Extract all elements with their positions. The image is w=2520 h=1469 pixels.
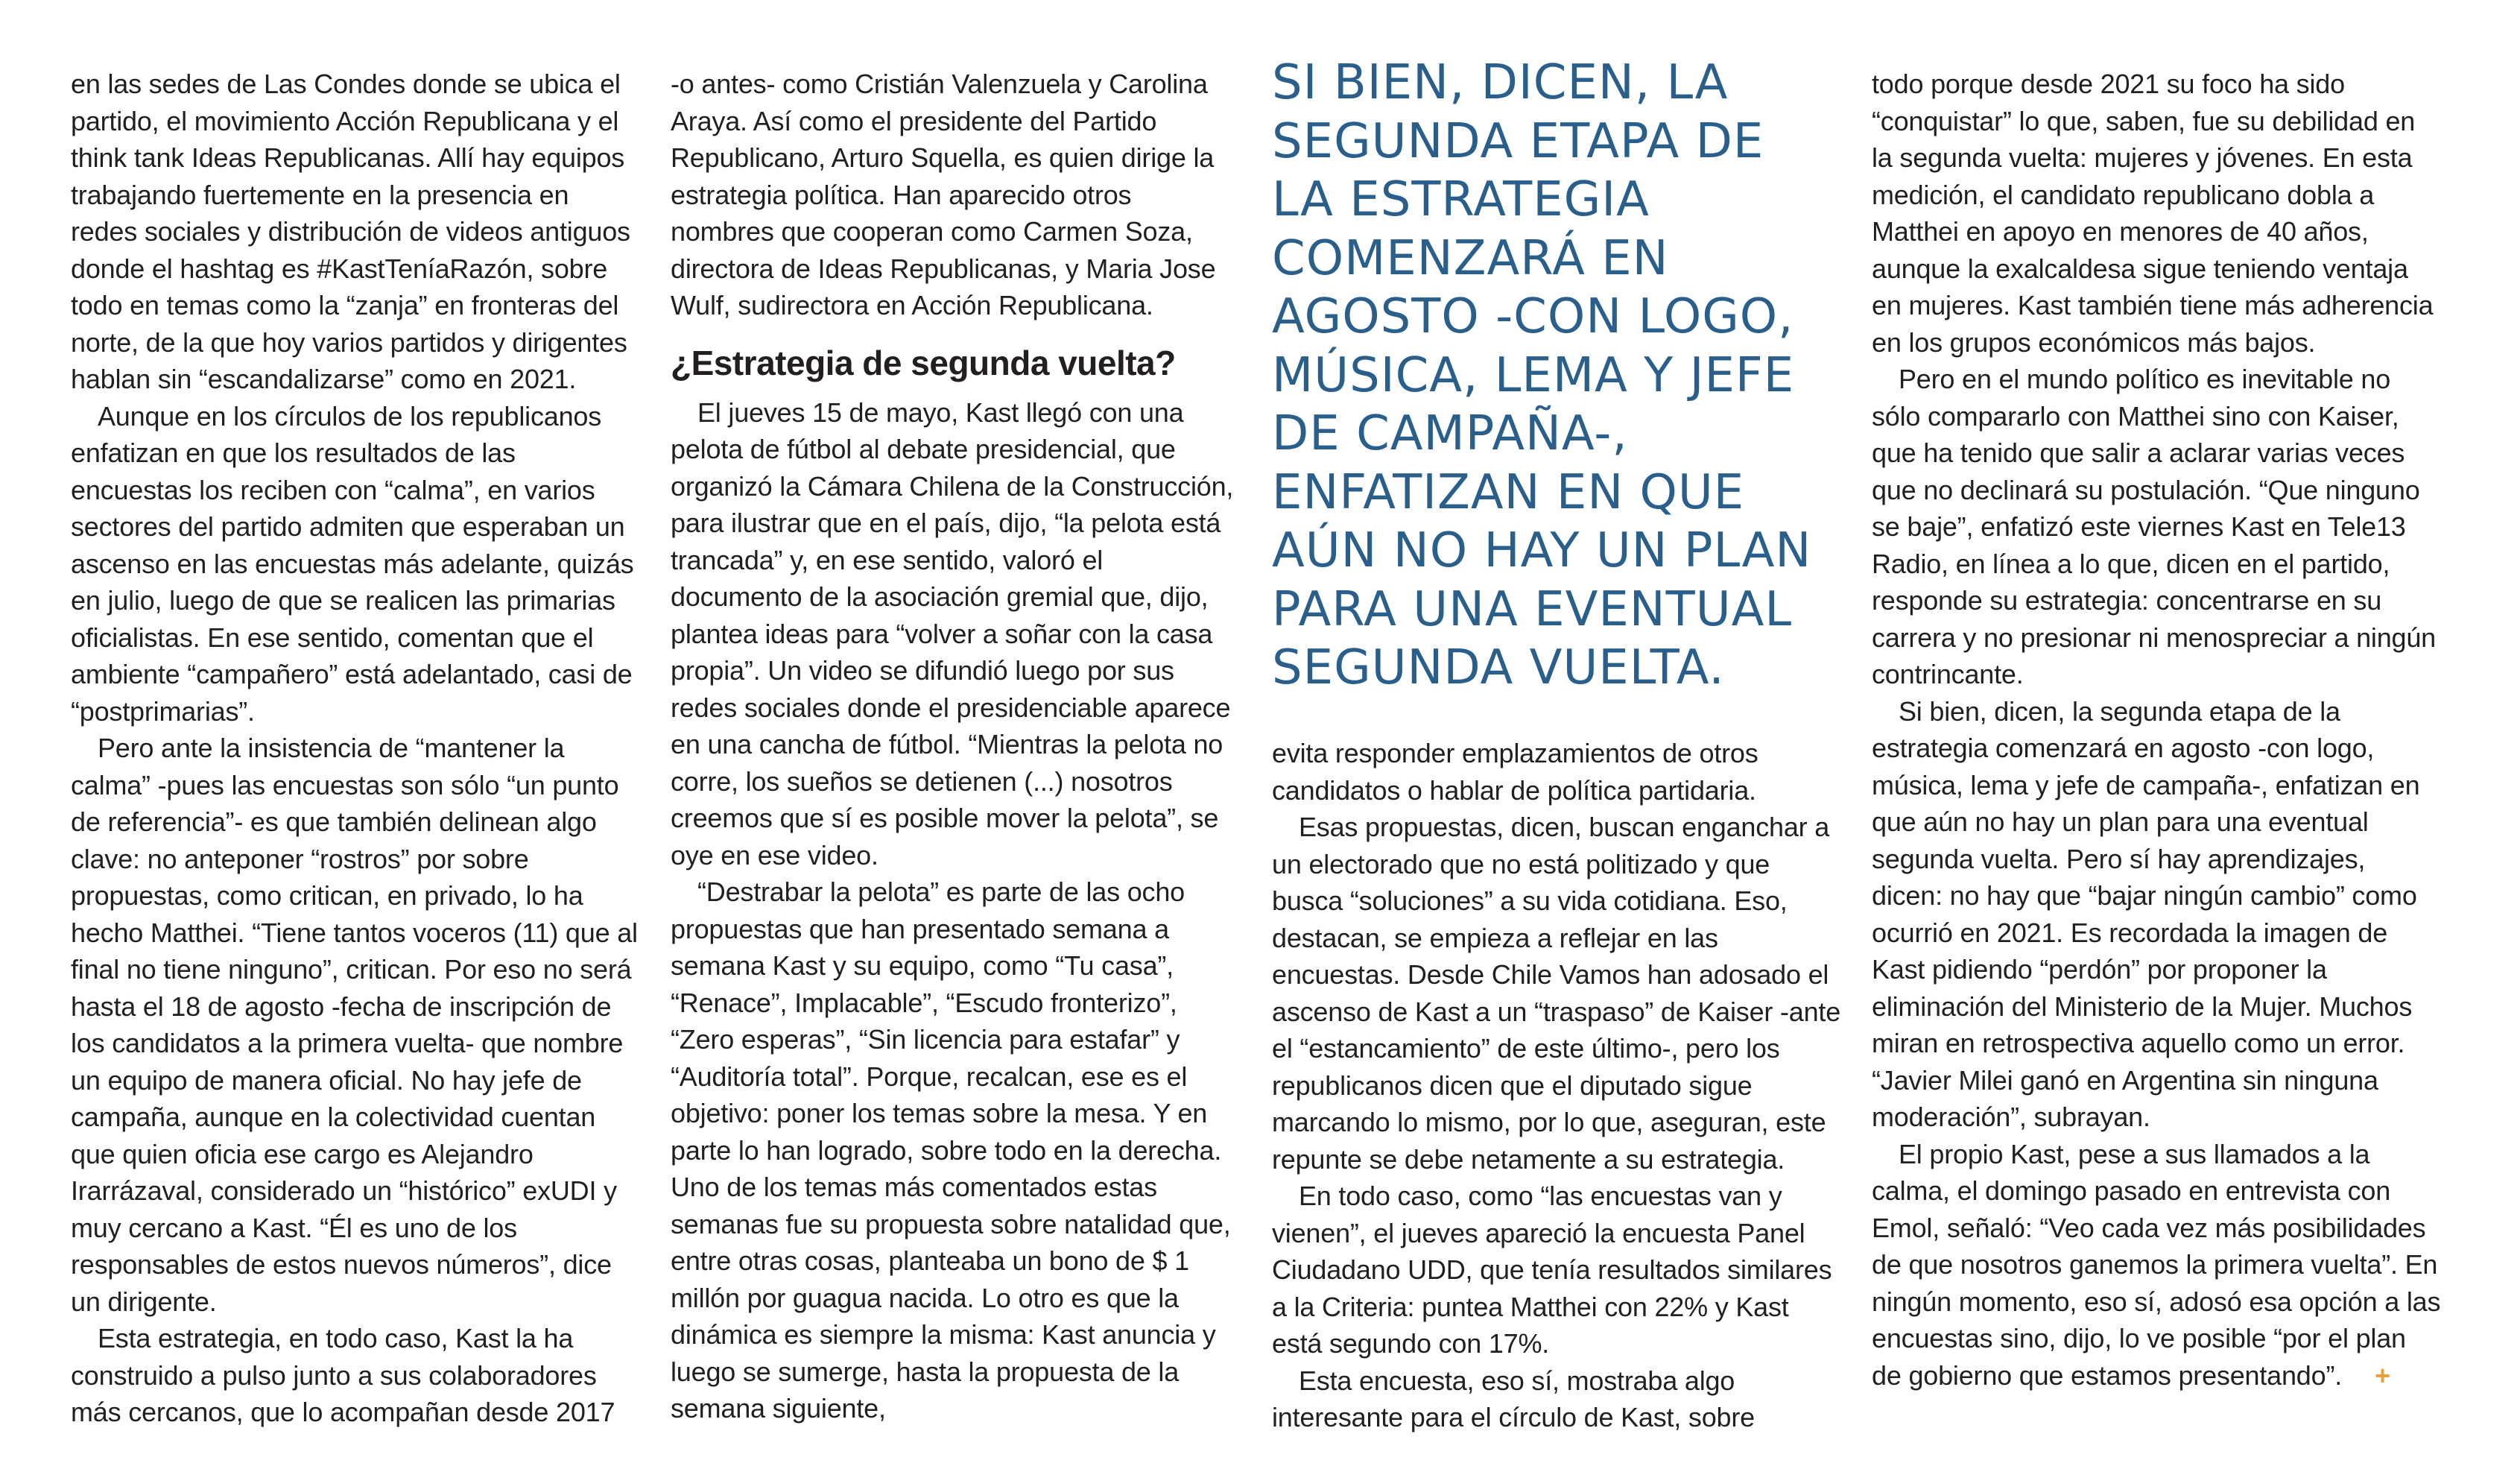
paragraph: Esta encuesta, eso sí, mostraba algo interesante para el círculo de Kast, sobre xyxy=(1272,1365,1755,1432)
paragraph xyxy=(1872,1136,2441,1394)
article-column-1 xyxy=(71,66,640,1431)
end-of-article-icon: + xyxy=(2375,1359,2390,1391)
paragraph: todo porque desde 2021 su foco ha sido “conquistar” lo que, saben, fue su debilidad en la segunda vuelta: mujeres y jóvenes. En esta medición, el candidato republicano dobla a Matthei en apoyo en menores de 40 años, aunque la exalcaldesa sigue teniendo ventaja en mujeres. Kast también tiene más adherencia en los grupos económicos más bajos. xyxy=(1872,69,2434,358)
paragraph: Pero ante la insistencia de “mantener la calma” -pues las encuestas son sólo “un punto de referencia”- es que también delinean algo clave: no anteponer “rostros” por sobre propuestas, como critican, en privado, lo ha hecho Matthei. “Tiene tantos voceros (11) que al final no tiene ninguno”, critican. Por eso no será hasta el 18 de agosto -fecha de inscripción de los candidatos a la primera vuelta- que nombre un equipo de manera oficial. No hay jefe de campaña, aunque en la colectividad cuentan que quien oficia ese cargo es Alejandro Irarrázaval, considerado un “histórico” exUDI y muy cercano a Kast. “Él es uno de los responsables de estos nuevos números”, dice un dirigente. xyxy=(71,733,638,1317)
paragraph: Esas propuestas, dicen, buscan enganchar a un electorado que no está politizado y que busca “soluciones” a su vida cotidiana. Eso, destacan, se empieza a reflejar en las encuestas. Desde Chile Vamos han adosado el ascenso de Kast a un “traspaso” de Kaiser -ante el “estancamiento” de este último-, pero los republicanos dicen que el diputado sigue marcando lo mismo, por lo que, aseguran, este repunte se debe netamente a su estrategia. xyxy=(1272,812,1841,1175)
article-column-3 xyxy=(1272,735,1841,1436)
paragraph: Esta estrategia, en todo caso, Kast la ha construido a pulso junto a sus colaboradores más cercanos, que lo acompañan desde 2017 xyxy=(71,1323,615,1427)
paragraph: En todo caso, como “las encuestas van y vienen”, el jueves apareció la encuesta Panel Ciudadano UDD, que tenía resultados similares a la Criteria: puntea Matthei con 22% y Kast está segundo con 17%. xyxy=(1272,1181,1832,1359)
paragraph: El jueves 15 de mayo, Kast llegó con una pelota de fútbol al debate presidencial, que organizó la Cámara Chilena de la Construcción, para ilustrar que en el país, dijo, “la pelota está trancada” y, en ese sentido, valoró el documento de la asociación gremial que, dijo, plantea ideas para “volver a soñar con la casa propia”. Un video se difundió luego por sus redes sociales donde el presidenciable aparece en una cancha de fútbol. “Mientras la pelota no corre, los sueños se detienen (...) nosotros creemos que sí es posible mover la pelota”, se oye en ese video. xyxy=(671,397,1234,871)
paragraph-text: El propio Kast, pese a sus llamados a la calma, el domingo pasado en entrevista con Emol, señaló: “Veo cada vez más posibilidades de que nosotros ganemos la primera vuelta”. En ningún momento, eso sí, adosó esa opción a las encuestas sino, dijo, lo ve posible “por el plan de gobierno que estamos presentando”. xyxy=(1872,1138,2441,1391)
pull-quote: SI BIEN, DICEN, LA SEGUNDA ETAPA DE LA ESTRATEGIA COMENZARÁ EN AGOSTO -CON LOGO, MÚSICA, LEMA Y JEFE DE CAMPAÑA-, ENFATIZAN EN QUE AÚN NO HAY UN PLAN PARA UNA EVENTUAL SEGUNDA VUELTA. xyxy=(1272,55,1812,695)
paragraph: “Destrabar la pelota” es parte de las ocho propuestas que han presentado semana a semana Kast y su equipo, como “Tu casa”, “Renace”, Implacable”, “Escudo fronterizo”, “Zero esperas”, “Sin licencia para estafar” y “Auditoría total”. Porque, recalcan, ese es el objetivo: poner los temas sobre la mesa. Y en parte lo han logrado, sobre todo en la derecha. Uno de los temas más comentados estas semanas fue su propuesta sobre natalidad que, entre otras cosas, planteaba un bono de $ 1 millón por guagua nacida. Lo otro es que la dinámica es siempre la misma: Kast anuncia y luego se sumerge, hasta la propuesta de la semana siguiente, xyxy=(671,876,1231,1424)
article-column-2 xyxy=(671,66,1240,1427)
paragraph: Si bien, dicen, la segunda etapa de la estrategia comenzará en agosto -con logo, música, lema y jefe de campaña-, enfatizan en que aún no hay un plan para una eventual segunda vuelta. Pero sí hay aprendizajes, dicen: no hay que “bajar ningún cambio” como ocurrió en 2021. Es recordada la imagen de Kast pidiendo “perdón” por proponer la eliminación del Ministerio de la Mujer. Muchos miran en retrospectiva aquello como un error. “Javier Milei ganó en Argentina sin ninguna moderación”, subrayan. xyxy=(1872,695,2420,1132)
paragraph: evita responder emplazamientos de otros candidatos o hablar de política partidaria. xyxy=(1272,738,1758,806)
paragraph: -o antes- como Cristián Valenzuela y Carolina Araya. Así como el presidente del Partido Republicano, Arturo Squella, es quien dirige la estrategia política. Han aparecido otros nombres que cooperan como Carmen Soza, directora de Ideas Republicanas, y Maria Jose Wulf, sudirectora en Acción Republicana. xyxy=(671,69,1216,320)
article-column-4 xyxy=(1872,66,2441,1394)
paragraph: Aunque en los círculos de los republicanos enfatizan en que los resultados de las encuestas los reciben con “calma”, en varios sectores del partido admiten que esperaban un ascenso en las encuestas más adelante, quizás en julio, luego de que se realicen las primarias oficialistas. En ese sentido, comentan que el ambiente “campañero” está adelantado, casi de “postprimarias”. xyxy=(71,400,634,727)
paragraph: Pero en el mundo político es inevitable no sólo compararlo con Matthei sino con Kaiser, que ha tenido que salir a aclarar varias veces que no declinará su postulación. “Que ninguno se baje”, enfatizó este viernes Kast en Tele13 Radio, en línea a lo que, dicen en el partido, responde su estrategia: concentrarse en su carrera y no presionar ni menospreciar a ningún contrincante. xyxy=(1872,364,2437,689)
section-heading: ¿Estrategia de segunda vuelta? xyxy=(671,343,1176,382)
paragraph: en las sedes de Las Condes donde se ubica el partido, el movimiento Acción Republicana y el think tank Ideas Republicanas. Allí hay equipos trabajando fuertemente en la presencia en redes sociales y distribución de videos antiguos donde el hashtag es #KastTeníaRazón, sobre todo en temas como la “zanja” en fronteras del norte, de la que hoy varios partidos y dirigentes hablan sin “escandalizarse” como en 2021. xyxy=(71,69,630,394)
